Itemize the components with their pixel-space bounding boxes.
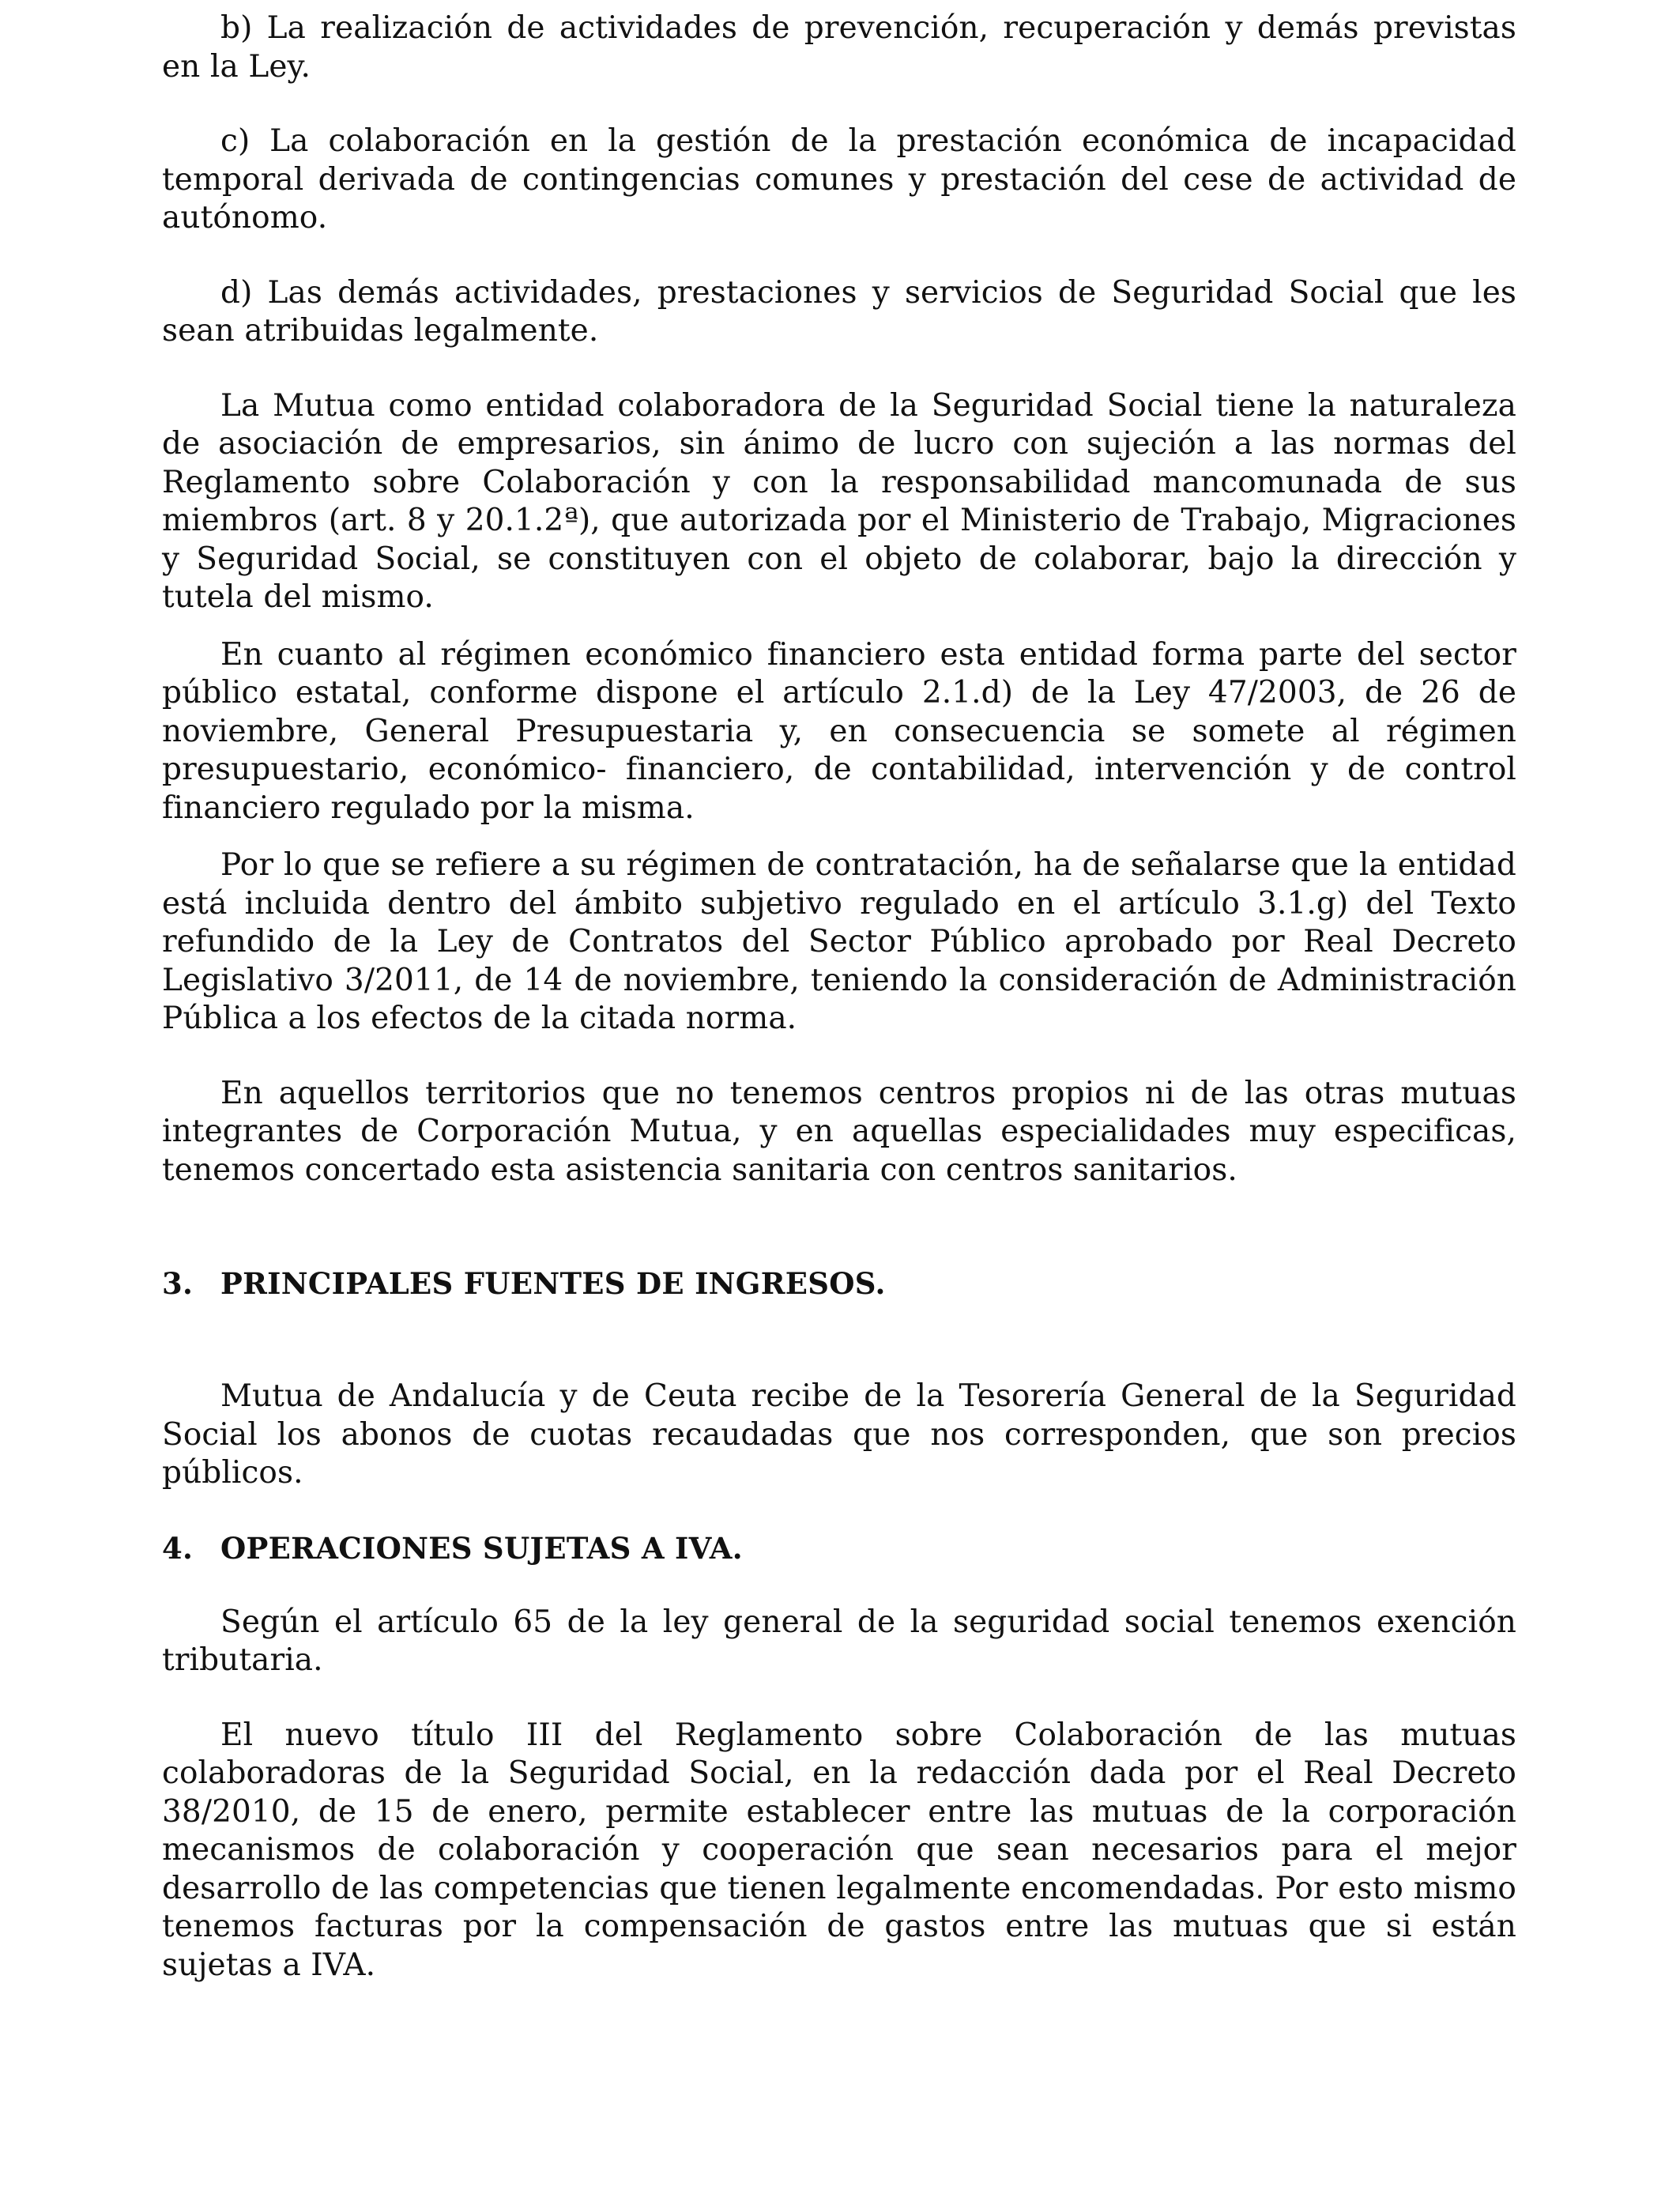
spacer bbox=[162, 86, 1516, 123]
paragraph-fuentes-ingresos: Mutua de Andalucía y de Ceuta recibe de la Tesorería General de la Seguridad Social los abonos de cuotas recaudadas que nos corresponden, que son precios públicos. bbox=[162, 1378, 1516, 1491]
spacer bbox=[162, 1567, 1516, 1604]
spacer bbox=[162, 1189, 1516, 1265]
spacer bbox=[162, 1493, 1516, 1529]
spacer bbox=[162, 1680, 1516, 1717]
paragraph-territorios: En aquellos territorios que no tenemos centros propios ni de las otras mutuas integrantes de Corporación Mutua, y en aquellas especialidades muy especificas, tenemos concertado esta asistencia sanitaria con centros sanitarios. bbox=[162, 1075, 1516, 1188]
spacer bbox=[162, 351, 1516, 387]
section-title: PRINCIPALES FUENTES DE INGRESOS. bbox=[220, 1266, 886, 1301]
spacer bbox=[162, 617, 1516, 636]
spacer bbox=[162, 1302, 1516, 1378]
paragraph-titulo-iii: El nuevo título III del Reglamento sobre Colaboración de las mutuas colaboradoras de la Seguridad Social, en la redacción dada por el Real Decreto 38/2010, de 15 de enero, permite establecer entre las mutuas de la corporación mecanismos de colaboración y cooperación que sean necesarios para el mejor desarrollo de las competencias que tienen legalmente encomendadas. Por esto mismo tenemos facturas por la compensación de gastos entre las mutuas que si están sujetas a IVA. bbox=[162, 1717, 1516, 1983]
section-number: 3. bbox=[162, 1266, 194, 1301]
section-number: 4. bbox=[162, 1530, 194, 1566]
spacer bbox=[162, 1039, 1516, 1075]
section-title: OPERACIONES SUJETAS A IVA. bbox=[220, 1530, 743, 1566]
document-page bbox=[162, 9, 1516, 1985]
spacer bbox=[162, 827, 1516, 846]
paragraph-exencion-tributaria: Según el artículo 65 de la ley general de la seguridad social tenemos exención tributaria. bbox=[162, 1604, 1516, 1678]
paragraph-item-b: b) La realización de actividades de prevención, recuperación y demás previstas en la Ley. bbox=[162, 10, 1516, 85]
paragraph-item-d: d) Las demás actividades, prestaciones y servicios de Seguridad Social que les sean atribuidas legalmente. bbox=[162, 274, 1516, 349]
section-heading-iva bbox=[162, 1529, 1516, 1567]
paragraph-regimen-economico: En cuanto al régimen económico financiero esta entidad forma parte del sector público estatal, conforme dispone el artículo 2.1.d) de la Ley 47/2003, de 26 de noviembre, General Presupuestaria y, en consecuencia se somete al régimen presupuestario, económico- financiero, de contabilidad, intervención y de control financiero regulado por la misma. bbox=[162, 636, 1516, 826]
paragraph-item-c: c) La colaboración en la gestión de la prestación económica de incapacidad temporal derivada de contingencias comunes y prestación del cese de actividad de autónomo. bbox=[162, 123, 1516, 236]
paragraph-mutua-naturaleza: La Mutua como entidad colaboradora de la Seguridad Social tiene la naturaleza de asociación de empresarios, sin ánimo de lucro con sujeción a las normas del Reglamento sobre Colaboración y con la responsabilidad mancomunada de sus miembros (art. 8 y 20.1.2ª), que autorizada por el Ministerio de Trabajo, Migraciones y Seguridad Social, se constituyen con el objeto de colaborar, bajo la dirección y tutela del mismo. bbox=[162, 387, 1516, 615]
spacer bbox=[162, 238, 1516, 274]
section-heading-ingresos bbox=[162, 1265, 1516, 1302]
paragraph-regimen-contratacion: Por lo que se refiere a su régimen de contratación, ha de señalarse que la entidad está incluida dentro del ámbito subjetivo regulado en el artículo 3.1.g) del Texto refundido de la Ley de Contratos del Sector Público aprobado por Real Decreto Legislativo 3/2011, de 14 de noviembre, teniendo la consideración de Administración Pública a los efectos de la citada norma. bbox=[162, 847, 1516, 1036]
